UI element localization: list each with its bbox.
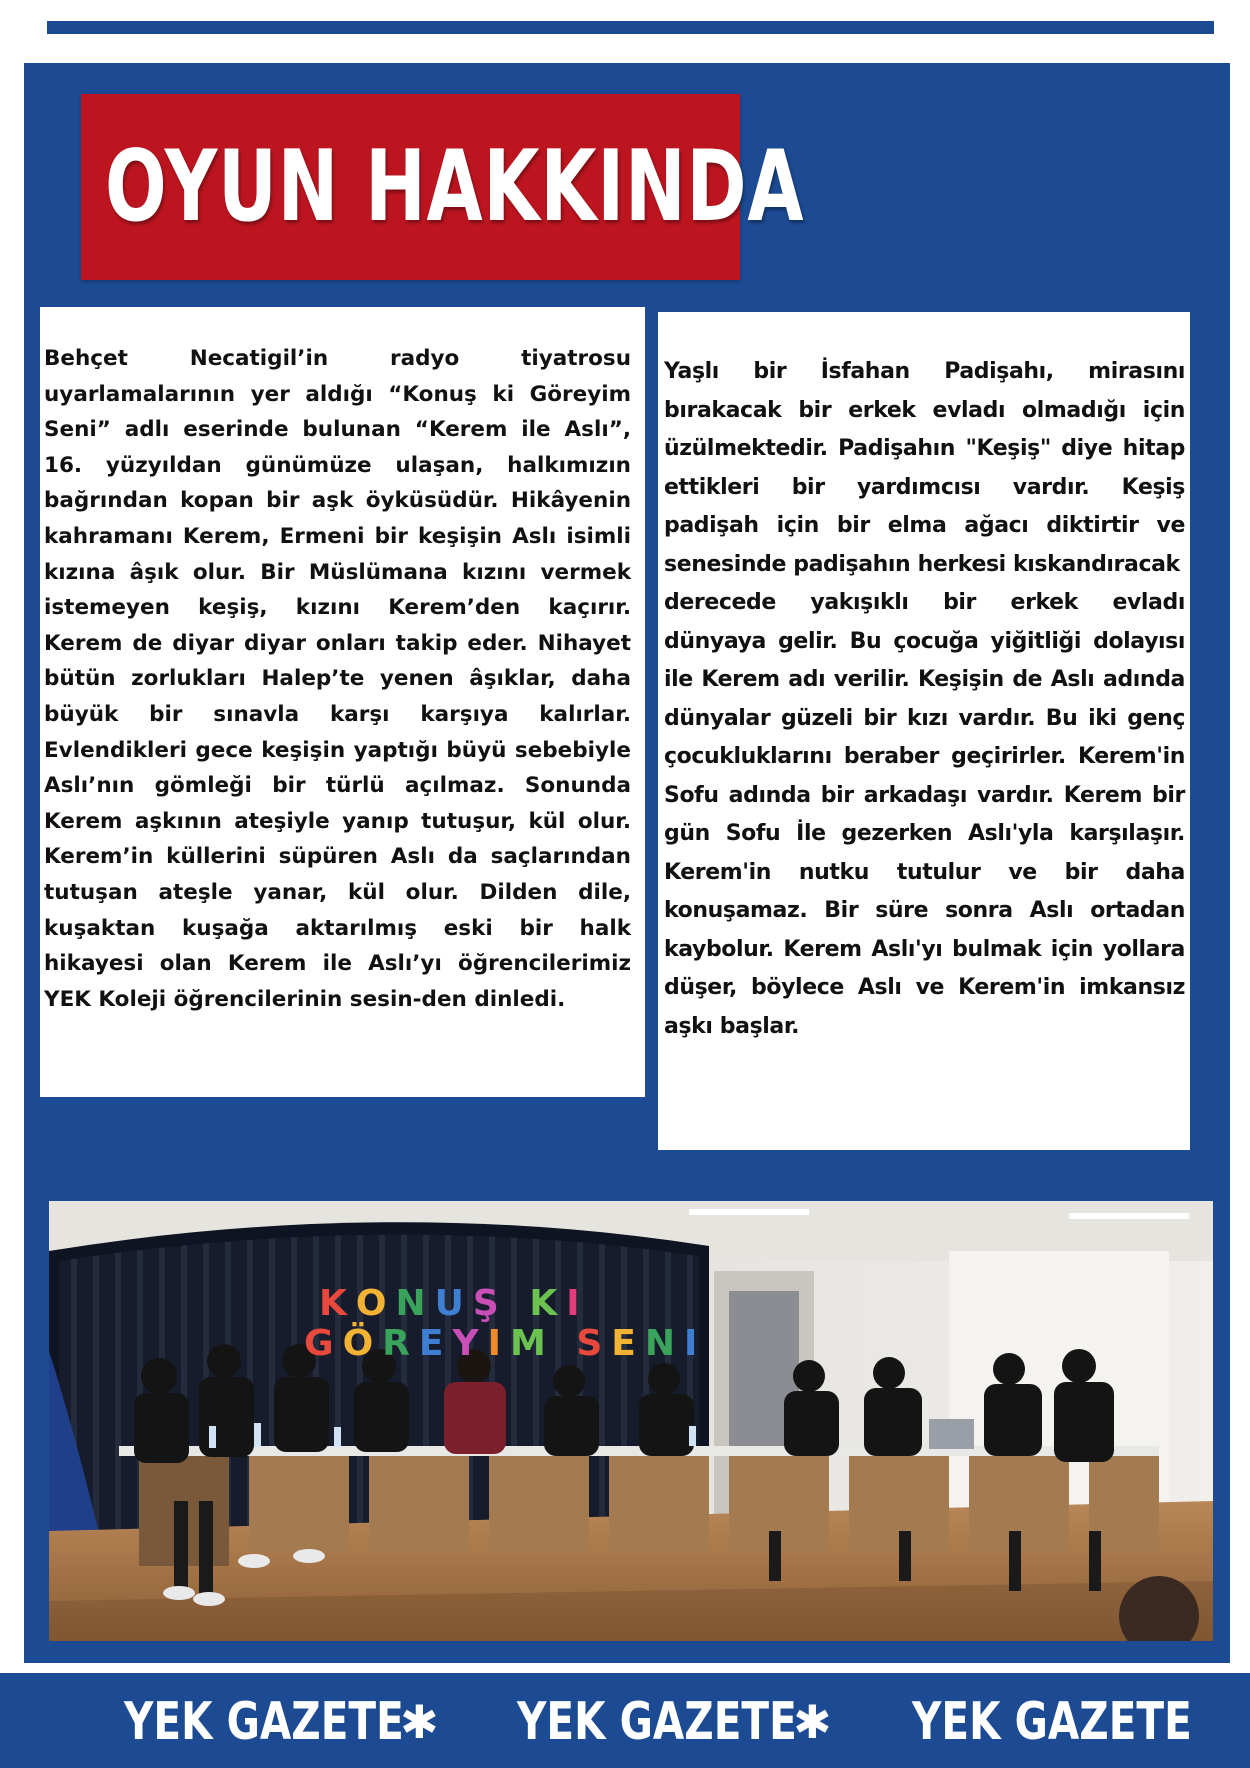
stage-banner-letter: I xyxy=(487,1323,510,1364)
stage-banner-letter: M xyxy=(509,1323,555,1364)
stage-scene xyxy=(49,1201,1213,1641)
stage-banner-letter: G xyxy=(304,1323,343,1364)
stage-banner-letter: Ş xyxy=(472,1283,508,1324)
stage-banner-letter: E xyxy=(611,1323,645,1364)
stage-banner-letter: E xyxy=(418,1323,453,1364)
footer-brand-3: YEK GAZETE xyxy=(912,1692,1192,1752)
stage-banner-line1 xyxy=(319,1283,589,1324)
stage-banner-letter: I xyxy=(566,1283,589,1324)
footer-brand-2: YEK GAZETE xyxy=(517,1692,797,1752)
article-left-column xyxy=(40,307,645,1097)
article-right-column xyxy=(658,312,1190,1150)
footer-star-icon-2: ✱ xyxy=(793,1695,832,1749)
tables xyxy=(119,1446,1159,1566)
stage-banner-letter: Ö xyxy=(342,1323,383,1364)
section-title: OYUN HAKKINDA xyxy=(105,130,805,244)
stage-banner-letter: N xyxy=(644,1323,685,1364)
laptop xyxy=(929,1419,974,1449)
stage-banner-letter: Y xyxy=(452,1323,488,1364)
footer-brand-1: YEK GAZETE xyxy=(124,1692,404,1752)
stage-banner-letter xyxy=(508,1283,530,1324)
stage-banner-line2 xyxy=(304,1323,706,1364)
top-rule xyxy=(47,21,1214,34)
stage-banner-letter: N xyxy=(395,1283,435,1324)
stage-banner-letter: S xyxy=(576,1323,612,1364)
right-column-text-part2: derecede yakışıklı bir erkek evladı dünyaya gelir. Bu çocuğa yiğitliği dolayısı ile Kerem adı verilir. Keşişin de Aslı adında dünyalar güzeli bir kızı vardır. Bu iki genç çocukluklarını beraber geçirirler. Kerem'in Sofu adında bir arkadaşı vardır. Kerem bir gün Sofu İle gezerken Aslı'yla karşılaşır. Kerem'in nutku tutulur ve bir daha konuşamaz. Bir süre sonra Aslı ortadan kaybolur. Kerem Aslı'yı bulmak için yollara düşer, böylece Aslı ve Kerem'in imkansız aşkı başlar. xyxy=(664,590,1185,1039)
ceiling-light xyxy=(689,1209,809,1215)
section-title-box xyxy=(81,94,805,280)
stage-banner-letter: K xyxy=(529,1283,567,1324)
stage-banner-letter: U xyxy=(434,1283,473,1324)
footer-star-icon-1: ✱ xyxy=(400,1695,439,1749)
stage-photo xyxy=(49,1201,1213,1641)
footer-banner xyxy=(0,1673,1250,1768)
stage-banner-letter: I xyxy=(684,1323,707,1364)
stage-banner-letter xyxy=(555,1323,577,1364)
stage-banner-letter: K xyxy=(319,1283,356,1324)
right-column-text-part1: Yaşlı bir İsfahan Padişahı, mirasını bırakacak bir erkek evladı olmadığı için üzülmektedir. Padişahın "Keşiş" diye hitap ettikleri bir yardımcısı vardır. Keşiş padişah için bir elma ağacı diktirtir ve senesinde padişahın herkesi kıskandıracak xyxy=(664,359,1185,577)
stage-banner-letter: R xyxy=(382,1323,419,1364)
left-column-text: Behçet Necatigil’in radyo tiyatrosu uyarlamalarının yer aldığı “Konuş ki Göreyim Seni” adlı eserinde bulunan “Kerem ile Aslı”, 16. yüzyıldan günümüze ulaşan, halkımızın bağrından kopan bir aşk öyküsüdür. Hikâyenin kahramanı Kerem, Ermeni bir keşişin Aslı isimli kızına âşık olur. Bir Müslümana kızını vermek istemeyen keşiş, kızını Kerem’den kaçırır. Kerem de diyar diyar onları takip eder. Nihayet bütün zorlukları Halep’te yenen âşıklar, daha büyük bir sınavla karşı karşıya kalırlar. Evlendikleri gece keşişin yaptığı büyü sebebiyle Aslı’nın gömleği bir türlü açılmaz. Sonunda Kerem aşkının ateşiyle yanıp tutuşur, kül olur. Kerem’in küllerini süpüren Aslı da saçlarından tutuşan ateşle yanar, kül olur. Dilden dile, kuşaktan kuşağa aktarılmış eski bir halk hikayesi olan Kerem ile Aslı’yı öğrencilerimiz YEK Koleji öğrencilerinin sesin-den dinledi. xyxy=(44,346,631,1012)
stage-banner-letter: O xyxy=(355,1283,396,1324)
ceiling-light xyxy=(1069,1213,1189,1219)
